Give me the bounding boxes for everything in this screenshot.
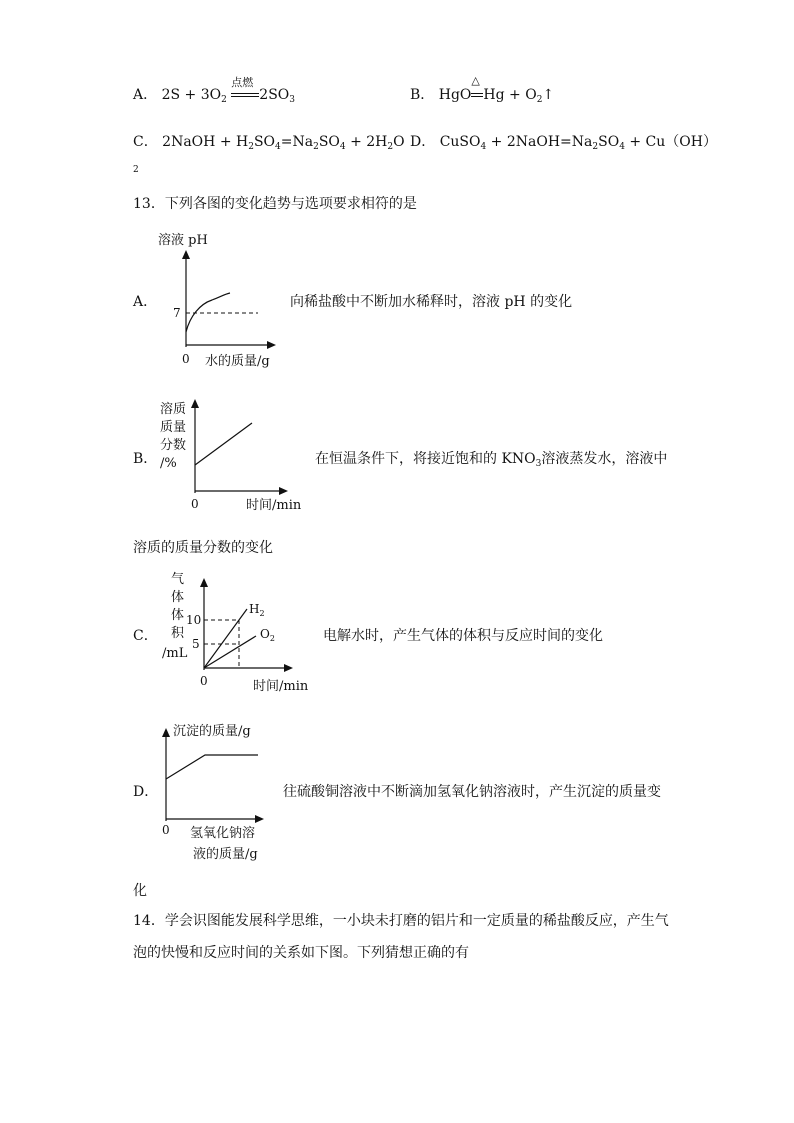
description-text: 在恒温条件下，将接近饱和的 KNO: [315, 451, 536, 467]
heat-symbol: △: [471, 74, 480, 87]
option-label: C．: [133, 628, 158, 644]
option-label: A．: [133, 87, 158, 103]
y-axis-label-line: /%: [160, 456, 177, 471]
origin-label: 0: [182, 352, 190, 366]
y-axis-label-line: 气: [171, 572, 185, 587]
subscript: 2: [248, 142, 254, 152]
y-axis-label-line: 溶质: [160, 402, 187, 417]
equation-part: + Cu（OH）: [624, 134, 717, 150]
option-description: 往硫酸铜溶液中不断滴加氢氧化钠溶液时，产生沉淀的质量变: [283, 784, 661, 800]
description-text: 溶液蒸发水，溶液中: [541, 451, 668, 467]
y-axis-label: 沉淀的质量/g: [173, 724, 251, 739]
y-tick-label: 7: [173, 306, 181, 320]
subscript: 2: [221, 95, 227, 105]
origin-label: 0: [162, 823, 170, 837]
subscript: 4: [619, 142, 625, 152]
equation-part: SO: [598, 134, 620, 150]
option-description-continued: 化: [133, 883, 147, 899]
precipitate-line: [166, 755, 258, 779]
equation-part: 2SO: [259, 87, 290, 103]
subscript: 2: [536, 95, 543, 105]
option-label: B．: [410, 87, 435, 103]
x-axis-label-line: 氢氧化钠溶: [190, 826, 256, 841]
y-axis-label-line: 质量: [160, 420, 187, 435]
y-tick-label-5: 5: [192, 637, 200, 651]
option-description: 电解水时，产生气体的体积与反应时间的变化: [323, 628, 603, 644]
gas-arrow: ↑: [542, 87, 555, 103]
h2-label: $H_2$: [249, 602, 265, 618]
option-description: 向稀盐酸中不断加水稀释时，溶液 pH 的变化: [290, 294, 573, 310]
equation-part: =Na: [280, 134, 314, 150]
option-label: C．: [133, 134, 158, 150]
y-axis-label-line: 分数: [160, 438, 187, 453]
reaction-condition: 点燃: [231, 76, 254, 89]
subscript: 4: [480, 142, 487, 152]
x-axis-label: 时间/min: [246, 498, 302, 513]
equation-part: Hg + O: [483, 87, 537, 103]
y-axis-label-line: 积: [171, 626, 185, 641]
y-axis-label: 溶液 pH: [158, 233, 208, 248]
equation-part: HgO: [438, 87, 472, 103]
wrapped-subscript: 2: [133, 165, 139, 175]
equation-part: 2NaOH + H: [162, 134, 249, 150]
subscript: 2: [387, 142, 394, 152]
subscript: 4: [339, 142, 346, 152]
x-axis-label: 时间/min: [253, 679, 309, 694]
subscript: 2: [592, 142, 599, 152]
equation-part: + 2NaOH=Na: [486, 134, 593, 150]
o2-label: $O_2$: [260, 627, 275, 643]
y-tick-label-10: 10: [186, 613, 202, 627]
y-axis-label-line: /mL: [162, 646, 188, 661]
option-label: D．: [410, 134, 436, 150]
origin-label: 0: [191, 497, 199, 511]
y-axis-label-line: 体: [171, 608, 185, 623]
equation-part: CuSO: [439, 134, 481, 150]
equation-part: SO: [318, 134, 340, 150]
subscript: 3: [289, 95, 295, 105]
equation-part: + 2H: [345, 134, 388, 150]
option-label: D．: [133, 784, 159, 800]
subscript: 2: [313, 142, 319, 152]
option-label: B．: [133, 451, 158, 467]
x-axis-arrow: [255, 815, 264, 823]
subscript: 4: [275, 142, 281, 152]
option-description-continued: 溶质的质量分数的变化: [133, 540, 273, 556]
equation-part: SO: [253, 134, 276, 150]
question-14-line: 14．学会识图能发展科学思维，一小块未打磨的铝片和一定质量的稀盐酸反应，产生气: [133, 913, 669, 929]
origin-label: 0: [200, 674, 208, 688]
equation-part: O: [393, 134, 405, 150]
question-13-stem: 13．下列各图的变化趋势与选项要求相符的是: [133, 196, 417, 212]
x-axis-label: 水的质量/g: [205, 354, 270, 369]
question-14-line: 泡的快慢和反应时间的关系如下图。下列猜想正确的有: [133, 945, 469, 961]
equation-part: 2S + 3O: [161, 87, 222, 103]
x-axis-label-line: 液的质量/g: [193, 847, 258, 862]
y-axis-arrow: [162, 728, 170, 737]
subscript: 3: [535, 459, 542, 469]
option-label: A．: [133, 294, 158, 310]
y-axis-label-line: 体: [171, 590, 185, 605]
